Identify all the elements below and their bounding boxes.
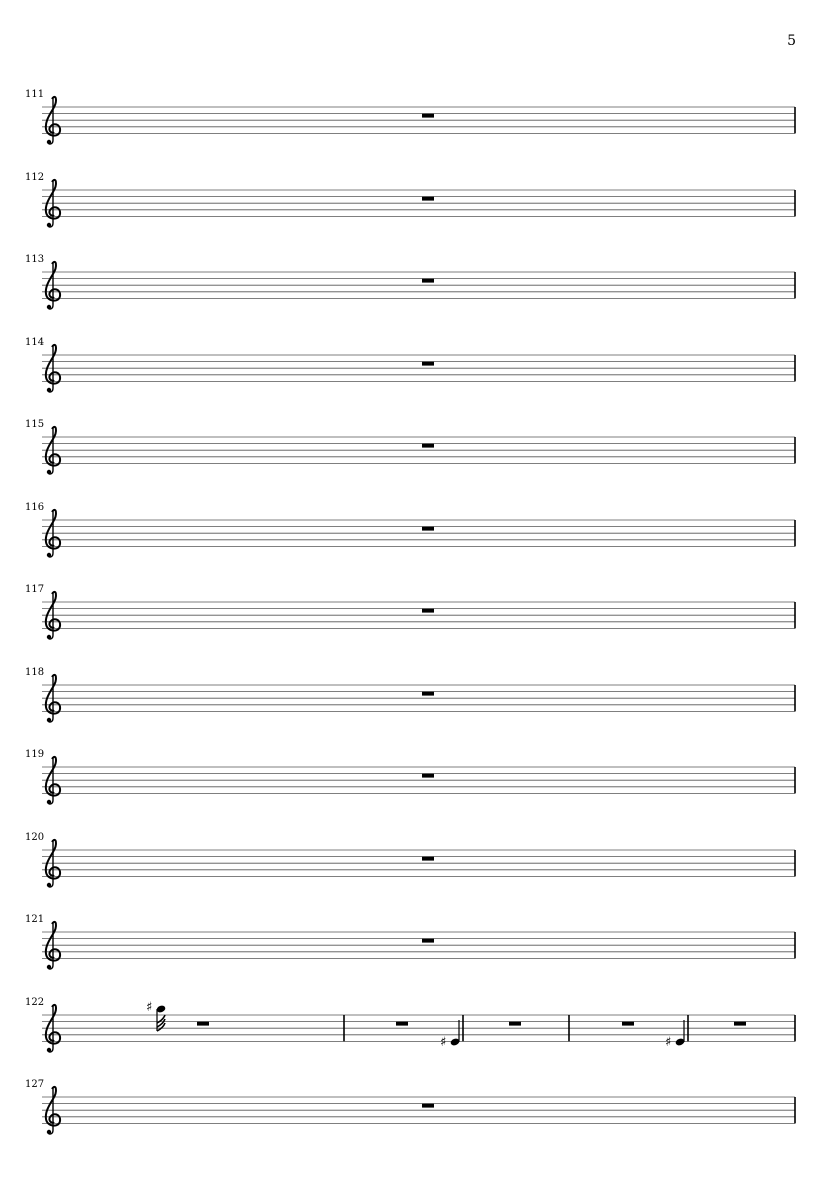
staff [0,840,835,900]
whole-rest [197,1021,209,1025]
staff [0,262,835,322]
staff [0,510,835,570]
whole-rest [422,114,434,118]
staff [0,675,835,735]
whole-rest [734,1021,746,1025]
staff [0,97,835,157]
whole-rest [622,1021,634,1025]
whole-rest [422,526,434,530]
staff-system [0,914,835,1002]
note-a-sharp [156,1004,166,1031]
whole-rest [422,691,434,695]
measure-number: 116 [25,501,45,513]
whole-rest [422,444,434,448]
staff-system [0,171,835,260]
staff-system [0,254,835,342]
note-g-sharp [675,1020,685,1047]
whole-rest [422,939,434,943]
measure-number: 115 [25,419,45,430]
staff [0,345,835,405]
measure-number: 122 [25,996,45,1008]
whole-rest [422,609,434,613]
staff-system [0,831,835,920]
sharp-accidental: ♯ [440,1034,447,1050]
measure-number: 114 [25,336,45,348]
whole-rest [422,361,434,365]
measure-number: 127 [25,1079,45,1090]
measure-number: 118 [25,666,45,678]
measure-number: 113 [25,254,45,265]
sharp-accidental: ♯ [665,1034,672,1050]
measure-number: 120 [25,831,45,843]
whole-rest [396,1021,408,1025]
whole-rest [422,1104,434,1108]
note-g-sharp [450,1020,460,1047]
staff [0,180,835,240]
sharp-accidental: ♯ [146,999,153,1015]
measure-number: 117 [25,584,45,595]
measure-number: 112 [25,171,45,183]
staff [0,427,835,487]
page-number: 5 [787,33,796,49]
staff [0,757,835,817]
measure-number: 111 [25,89,45,100]
whole-rest [422,279,434,283]
measure-number: 119 [25,749,45,760]
staff-system [0,501,835,590]
staff [0,592,835,652]
measure-number: 121 [25,914,45,925]
whole-rest [422,856,434,860]
staff [0,1087,835,1147]
staff-system [0,89,835,177]
staff-system [0,1079,835,1167]
staff-system [0,749,835,837]
whole-rest [509,1021,521,1025]
staff-system [0,584,835,672]
staff-system [0,419,835,507]
staff [0,922,835,982]
staff-system [0,336,835,425]
staff-system [0,666,835,755]
staff-system [0,996,835,1085]
whole-rest [422,774,434,778]
whole-rest [422,196,434,200]
